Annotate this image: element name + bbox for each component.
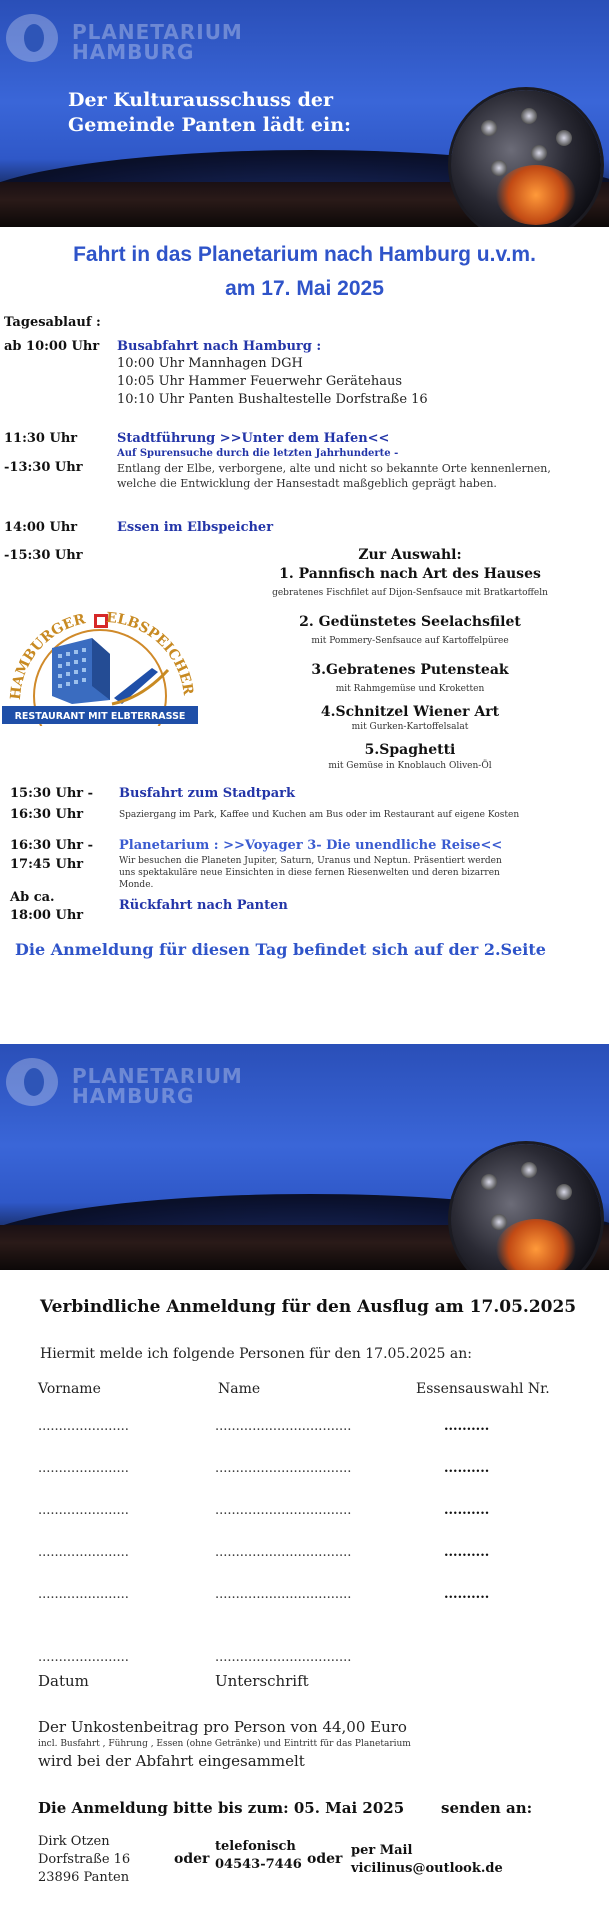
planetarium-time-start: 16:30 Uhr - (10, 838, 94, 853)
registration-note: Die Anmeldung für diesen Tag befindet sich auf der 2.Seite (15, 940, 546, 959)
menu-option-5: 5.Spaghetti mit Gemüse in Knoblauch Oliven-Öl (328, 742, 492, 771)
return-title: Rückfahrt nach Panten (119, 898, 288, 913)
form-intro: Hiermit melde ich folgende Personen für den 17.05.2025 an: (40, 1346, 472, 1362)
planetarium-desc-1: Wir besuchen die Planeten Jupiter, Saturn, Uranus und Neptun. Präsentiert werden (119, 856, 502, 866)
meal-field[interactable]: .......... (444, 1587, 490, 1602)
logo-arc-right: ELBSPEICHER (105, 609, 196, 697)
planetarium-logo-text: PLANETARIUM HAMBURG (72, 1064, 243, 1108)
bus-stop-3: 10:10 Uhr Panten Bushaltestelle Dorfstraße 16 (117, 392, 428, 407)
contact-phone: telefonisch 04543-7446 (215, 1839, 302, 1872)
planetarium-desc-2: uns spektakuläre neue Einsichten in diese fernen Riesenwelten und deren bizarren (119, 868, 500, 878)
logo-ribbon: RESTAURANT MIT ELBTERRASSE (14, 711, 186, 722)
email-link[interactable]: vicilinus@outlook.de (351, 1861, 503, 1876)
bus-time: ab 10:00 Uhr (4, 339, 100, 354)
invite-text: Der Kulturausschuss der Gemeinde Panten lädt ein: (68, 89, 352, 136)
signature-label: Unterschrift (215, 1672, 309, 1690)
last-name-field[interactable]: ................................. (215, 1587, 352, 1602)
park-time-start: 15:30 Uhr - (10, 786, 94, 801)
warehouse-building-icon (52, 638, 110, 704)
headline-line1: Fahrt in das Planetarium nach Hamburg u.v.m. (73, 243, 536, 266)
bus-stop-2: 10:05 Uhr Hammer Feuerwehr Gerätehaus (117, 374, 403, 389)
form-title: Verbindliche Anmeldung für den Ausflug am 17.05.2025 (40, 1297, 577, 1317)
contact-address: Dirk Otzen Dorfstraße 16 23896 Panten (38, 1834, 131, 1885)
meal-field[interactable]: .......... (444, 1503, 490, 1518)
bus-title: Busabfahrt nach Hamburg : (117, 339, 322, 354)
tour-desc-1: Entlang der Elbe, verborgene, alte und nicht so bekannte Orte kennenlernen, (117, 462, 551, 475)
first-name-field[interactable]: ...................... (38, 1461, 129, 1476)
first-name-field[interactable]: ...................... (38, 1419, 129, 1434)
meal-field[interactable]: .......... (444, 1461, 490, 1476)
or-label-1: oder (174, 1851, 210, 1867)
star-projector-icon (451, 90, 601, 227)
food-title: Essen im Elbspeicher (117, 520, 274, 535)
menu-option-4: 4.Schnitzel Wiener Art mit Gurken-Kartoffelsalat (320, 704, 500, 732)
column-meal: Essensauswahl Nr. (416, 1381, 550, 1397)
deadline: Die Anmeldung bitte bis zum: 05. Mai 2025 (38, 1799, 405, 1817)
first-name-field[interactable]: ...................... (38, 1545, 129, 1560)
contact-mail: per Mail vicilinus@outlook.de (351, 1843, 503, 1876)
meal-field[interactable]: .......... (444, 1419, 490, 1434)
return-time-end: 18:00 Uhr (10, 908, 84, 923)
planetarium-logo-text: PLANETARIUM HAMBURG (72, 20, 243, 64)
food-time-end: -15:30 Uhr (4, 548, 83, 563)
logo-arc-left: HAMBURGER (7, 611, 88, 701)
last-name-field[interactable]: ................................. (215, 1545, 352, 1560)
date-label: Datum (38, 1672, 89, 1690)
tour-time-start: 11:30 Uhr (4, 431, 78, 446)
banner-image-page2 (0, 1044, 609, 1270)
banner-image-page1 (0, 0, 609, 227)
tour-title: Stadtführung >>Unter dem Hafen<< (117, 431, 390, 446)
return-time-start: Ab ca. (10, 890, 55, 905)
star-projector-icon (451, 1144, 601, 1270)
planetarium-logo-icon (6, 1058, 58, 1106)
tour-time-end: -13:30 Uhr (4, 460, 83, 475)
last-name-field[interactable]: ................................. (215, 1503, 352, 1518)
planetarium-desc-3: Monde. (119, 880, 154, 890)
park-title: Busfahrt zum Stadtpark (119, 786, 296, 801)
tour-subtitle: Auf Spurensuche durch die letzten Jahrhunderte - (117, 448, 399, 459)
planetarium-title: Planetarium : >>Voyager 3- Die unendliche Reise<< (119, 838, 503, 853)
menu-option-1: 1. Pannfisch nach Art des Hauses gebratenes Fischfilet auf Dijon-Senfsauce mit Bratkartoffeln (272, 566, 548, 598)
last-name-field[interactable]: ................................. (215, 1461, 352, 1476)
food-time-start: 14:00 Uhr (4, 520, 78, 535)
first-name-field[interactable]: ...................... (38, 1503, 129, 1518)
menu-option-2: 2. Gedünstetes Seelachsfilet mit Pommery-Senfsauce auf Kartoffelpüree (299, 614, 521, 646)
menu-option-3: 3.Gebratenes Putensteak mit Rahmgemüse und Kroketten (311, 662, 509, 694)
headline-line2: am 17. Mai 2025 (225, 277, 384, 300)
elbspeicher-logo (2, 608, 198, 726)
schedule-heading: Tagesablauf : (4, 315, 101, 330)
park-desc: Spaziergang im Park, Kaffee und Kuchen am Bus oder im Restaurant auf eigene Kosten (119, 810, 520, 820)
fee-details: incl. Busfahrt , Führung , Essen (ohne Getränke) und Eintritt für das Planetarium (38, 1739, 411, 1749)
first-name-field[interactable]: ...................... (38, 1587, 129, 1602)
signature-field[interactable]: ................................. (215, 1650, 352, 1665)
send-to: senden an: (441, 1799, 533, 1817)
planetarium-logo-icon (6, 14, 58, 62)
tour-desc-2: welche die Entwicklung der Hansestadt maßgeblich geprägt haben. (117, 477, 497, 490)
menu-heading: Zur Auswahl: (358, 547, 462, 563)
last-name-field[interactable]: ................................. (215, 1419, 352, 1434)
bus-stop-1: 10:00 Uhr Mannhagen DGH (117, 356, 303, 371)
column-last-name: Name (218, 1381, 261, 1397)
fee-collect: wird bei der Abfahrt eingesammelt (38, 1752, 305, 1770)
fee-line: Der Unkostenbeitrag pro Person von 44,00 Euro (38, 1718, 407, 1736)
column-first-name: Vorname (38, 1381, 101, 1397)
or-label-2: oder (307, 1851, 343, 1867)
planetarium-time-end: 17:45 Uhr (10, 857, 84, 872)
park-time-end: 16:30 Uhr (10, 807, 84, 822)
meal-field[interactable]: .......... (444, 1545, 490, 1560)
date-field[interactable]: ...................... (38, 1650, 129, 1665)
